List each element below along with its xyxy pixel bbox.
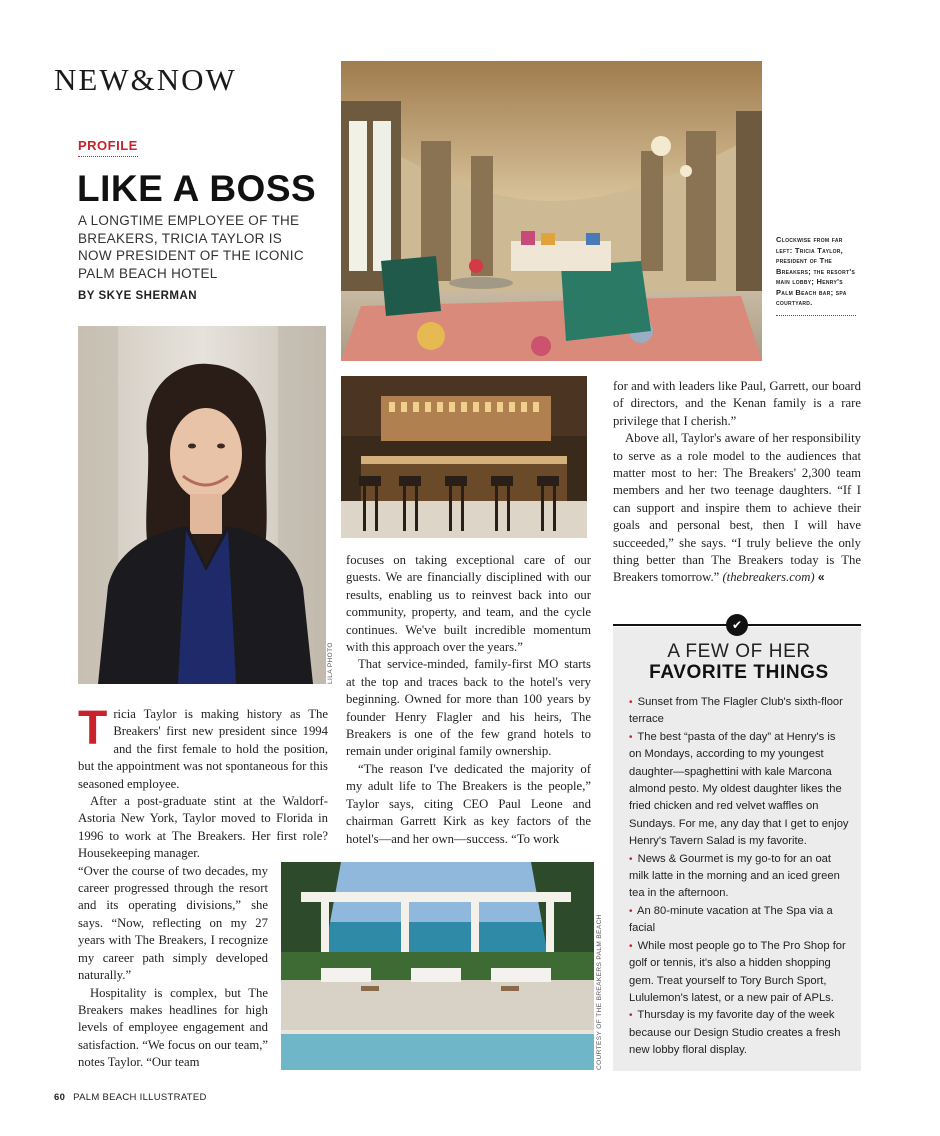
sidebar-title-line1: A FEW OF HER bbox=[667, 641, 811, 662]
page-folio bbox=[54, 1092, 207, 1103]
page-number: 60 bbox=[54, 1092, 66, 1103]
article-paragraph: Tricia Taylor is making history as The Breakers' first new president since 1994 and the first female to hold the position, but the appointment was not spontaneous for this seasoned employee. bbox=[78, 702, 328, 791]
article-paragraph: That service-minded, family-first MO starts at the top and traces back to the hotel's very beginning. Owned for more than 100 years by founder Henry Flagler and his heirs, The Breakers is one of the few grand hotels to remain under original family ownership. bbox=[346, 657, 591, 759]
article-paragraph: “The reason I've dedicated the majority of my adult life to The Breakers is the people,” Taylor says, citing CEO Paul Leone and chairman Garrett Kirk as key factors of the hotel's—and her own—success. “To work bbox=[346, 761, 591, 846]
section-logo: NEW&NOW bbox=[54, 62, 237, 97]
kicker-label: PROFILE bbox=[78, 138, 138, 157]
portrait-photo bbox=[78, 326, 326, 684]
article-paragraph: Hospitality is complex, but The Breakers makes headlines for high levels of employee engagement and satisfaction. “We focus on our team,” notes Taylor. “Our team bbox=[78, 985, 268, 1070]
bullet-icon: • bbox=[629, 731, 633, 743]
article-column-2 bbox=[346, 552, 591, 848]
list-item: • While most people go to The Pro Shop for golf or tennis, it's also a hidden shopping gem. Treat yourself to Tory Burch Sport, Lululemon's latest, or a new pair of APLs. bbox=[629, 939, 846, 1004]
article-headline: LIKE A BOSS bbox=[77, 168, 317, 209]
article-paragraph: After a post-graduate stint at the Waldorf-Astoria New York, Taylor moved to Florida in 1996 to work at The Breakers. Her first role? Housekeeping manager. bbox=[78, 794, 328, 861]
narrow-text-block bbox=[78, 863, 268, 1072]
bullet-icon: • bbox=[629, 853, 633, 865]
hotel-photo-credit: COURTESY OF THE BREAKERS PALM BEACH bbox=[596, 914, 603, 1070]
byline: BY SKYE SHERMAN bbox=[78, 290, 198, 302]
list-item: • News & Gourmet is my go-to for an oat milk latte in the morning and an iced green tea in the afternoon. bbox=[629, 852, 840, 900]
list-item: • An 80-minute vacation at The Spa via a facial bbox=[629, 904, 833, 935]
portrait-photo-credit: LILA PHOTO bbox=[327, 642, 334, 684]
list-item: • Thursday is my favorite day of the week because our Design Studio creates a fresh new lobby floral display. bbox=[629, 1009, 841, 1057]
article-paragraph: for and with leaders like Paul, Garrett, our board of directors, and the Kenan family is a rare privilege that I cherish.” bbox=[613, 379, 861, 428]
publication-name: PALM BEACH ILLUSTRATED bbox=[73, 1092, 207, 1103]
favorites-list bbox=[629, 694, 849, 1060]
article-paragraph: Above all, Taylor's aware of her responsibility to serve as a role model to the audiences that matter most to her: The Breakers' 2,300 team members and her two teenage daughters. “If I can support and inspire them to achieve their goals and personal best, then I will have succeeded,” she says. “I truly believe the only thing better than The Breakers today is The Breakers tomorrow.” (thebreakers.com) « bbox=[613, 431, 861, 585]
article-column-1 bbox=[78, 702, 328, 1072]
photo-caption: Clockwise from far left: Tricia Taylor, president of The Breakers; the resort's main lobby; Henry's Palm Beach bar; spa courtyard. bbox=[776, 235, 856, 316]
website-link[interactable]: (thebreakers.com) bbox=[722, 570, 815, 585]
bar-photo bbox=[341, 376, 587, 538]
article-column-3 bbox=[613, 378, 861, 587]
favorites-sidebar bbox=[613, 627, 861, 1071]
bullet-icon: • bbox=[629, 1010, 633, 1022]
lobby-photo bbox=[341, 61, 762, 361]
article-dek: A LONGTIME EMPLOYEE OF THE BREAKERS, TRICIA TAYLOR IS NOW PRESIDENT OF THE ICONIC PALM BEACH HOTEL bbox=[78, 213, 304, 281]
bullet-icon: • bbox=[629, 905, 633, 917]
bullet-icon: • bbox=[629, 697, 633, 708]
list-item: • Sunset from The Flagler Club's sixth-floor terrace bbox=[629, 696, 843, 726]
list-item: • The best “pasta of the day” at Henry's is on Mondays, according to my youngest daughter—spaghettini with kale Marcona almond pesto. My oldest daughter likes the fried chicken and red velvet waffles on Sundays. For me, any day that I get to enjoy Henry's Tavern Salad is my favorite. bbox=[629, 730, 849, 848]
end-mark-icon: « bbox=[817, 570, 825, 585]
checkmark-icon: ✔ bbox=[726, 614, 748, 636]
bullet-icon: • bbox=[629, 940, 633, 952]
sidebar-title-line2: FAVORITE THINGS bbox=[649, 662, 829, 683]
drop-cap: T bbox=[78, 702, 108, 755]
article-paragraph: “Over the course of two decades, my career progressed through the resort and its operating divisions,” she says. “Now, reflecting on my 27 years with The Breakers, I recognize my career path simply developed naturally.” bbox=[78, 863, 268, 983]
article-paragraph: focuses on taking exceptional care of our guests. We are financially disciplined with our results, enabling us to reinvest back into our community, property, and team, and the cycle continues. We've built incredible momentum with this approach over the years.” bbox=[346, 553, 591, 655]
